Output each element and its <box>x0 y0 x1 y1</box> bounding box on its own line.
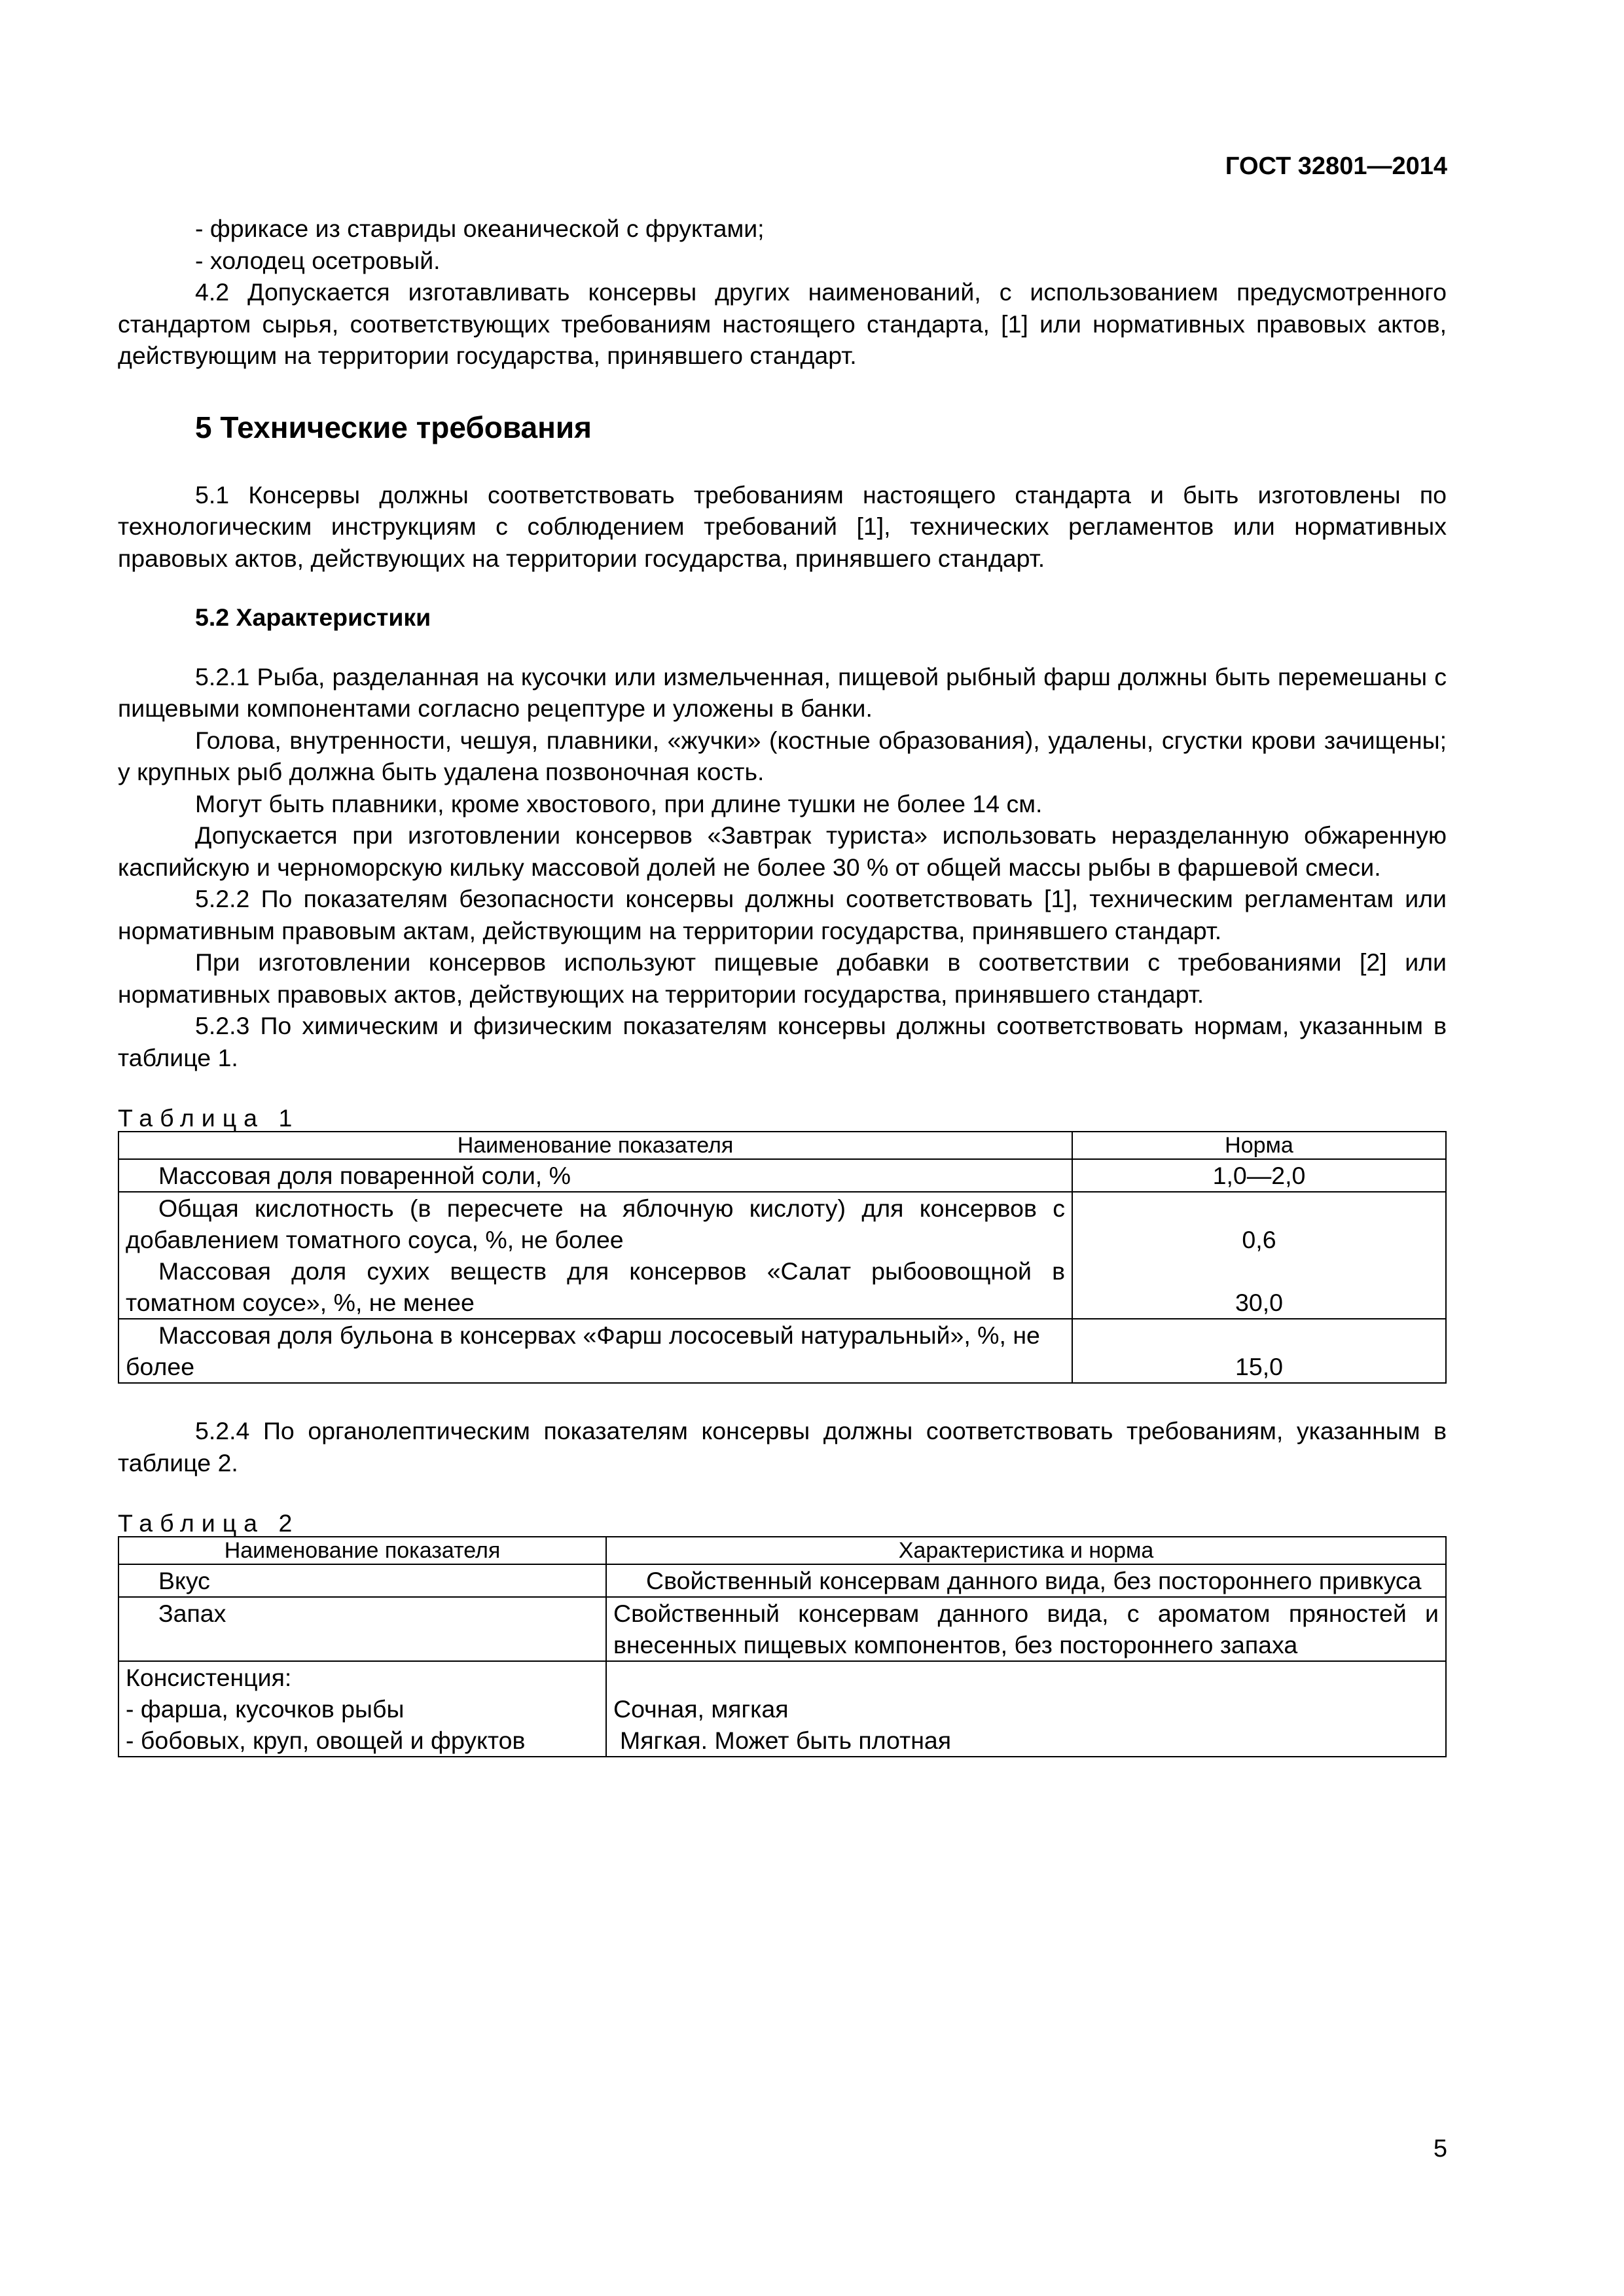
table-cell-name <box>118 1661 606 1757</box>
page-content <box>118 213 1447 1757</box>
clause-5-1: 5.1 Консервы должны соответствовать требованиям настоящего стандарта и быть изготовлены по технологическим инструкциям с соблюдением требований [1], технических регламентов или нормативных правовых актов, действующих на территории государства, принявшего стандарт. <box>118 480 1447 572</box>
table-cell-value: 30,0 <box>1235 1289 1283 1316</box>
table-cell-text: - фарша, кусочков рыбы <box>126 1695 405 1723</box>
table-cell-description: Свойственный консервам данного вида, с ароматом пряностей и внесенных пищевых компонентов, без постороннего запаха <box>606 1597 1446 1661</box>
table-header-row <box>118 1537 1446 1564</box>
table-cell-text: Консистенция: <box>126 1664 292 1691</box>
paragraph: Могут быть плавники, кроме хвостового, при длине тушки не более 14 см. <box>195 789 1043 817</box>
table-cell-text: - бобовых, круп, овощей и фруктов <box>126 1727 526 1754</box>
clause-4-2: 4.2 Допускается изготавливать консервы других наименований, с использованием предусмотренного стандартом сырья, соответствующих требованиям настоящего стандарта, [1] или нормативных правовых актов, действующим на территории государства, принявшего стандарт. <box>118 278 1447 369</box>
table-row <box>118 1564 1446 1597</box>
table-cell-name <box>118 1192 1072 1319</box>
table-cell-text: Общая кислотность (в пересчете на яблочную кислоту) для консервов с добавлением томатного соуса, %, не более <box>126 1194 1065 1253</box>
table-cell-name: Массовая доля поваренной соли, % <box>118 1159 1072 1192</box>
table-2 <box>118 1536 1447 1757</box>
table-cell-name: Запах <box>118 1597 606 1661</box>
table-cell-norm: 15,0 <box>1072 1319 1446 1383</box>
clause-5-2-2: 5.2.2 По показателям безопасности консервы должны соответствовать [1], техническим регламентам или нормативным правовым актам, действующим на территории государства, принявшего стандарт. <box>118 885 1447 944</box>
table-header-cell: Наименование показателя <box>118 1132 1072 1159</box>
table-header-cell: Характеристика и норма <box>606 1537 1446 1564</box>
table-header-cell: Норма <box>1072 1132 1446 1159</box>
table-row <box>118 1159 1446 1192</box>
table-1-caption: Таблица 1 <box>118 1104 300 1132</box>
table-cell-text: Массовая доля сухих веществ для консервов «Салат рыбоовощной в томатном соусе», %, не менее <box>126 1257 1065 1316</box>
table-row <box>118 1597 1446 1661</box>
paragraph: Допускается при изготовлении консервов «Завтрак туриста» использовать неразделанную обжаренную каспийскую и черноморскую кильку массовой долей не более 30 % от общей массы рыбы в фаршевой смеси. <box>118 821 1447 881</box>
table-cell-description <box>606 1661 1446 1757</box>
subsection-5-2-title: 5.2 Характеристики <box>195 603 431 631</box>
intro-list-item: - фрикасе из ставриды океанической с фруктами; <box>195 215 765 242</box>
clause-5-2-3: 5.2.3 По химическим и физическим показателям консервы должны соответствовать нормам, указанным в таблице 1. <box>118 1012 1447 1071</box>
intro-list-item: - холодец осетровый. <box>195 246 441 274</box>
paragraph: При изготовлении консервов используют пищевые добавки в соответствии с требованиями [2] или нормативных правовых актов, действующих на территории государства, принявшего стандарт. <box>118 948 1447 1008</box>
clause-5-2-4: 5.2.4 По органолептическим показателям консервы должны соответствовать требованиям, указанным в таблице 2. <box>118 1417 1447 1477</box>
table-cell-name: Массовая доля бульона в консервах «Фарш лососевый натуральный», %, не более <box>118 1319 1072 1383</box>
table-cell-text: Сочная, мягкая <box>613 1695 789 1723</box>
page-number: 5 <box>1433 2135 1447 2162</box>
table-row <box>118 1661 1446 1757</box>
table-cell-text: Мягкая. Может быть плотная <box>620 1727 952 1754</box>
table-header-row <box>118 1132 1446 1159</box>
table-row <box>118 1192 1446 1319</box>
table-2-caption: Таблица 2 <box>118 1509 300 1537</box>
paragraph: Голова, внутренности, чешуя, плавники, «жучки» (костные образования), удалены, сгустки крови зачищены; у крупных рыб должна быть удалена позвоночная кость. <box>118 726 1447 785</box>
section-5-title: 5 Технические требования <box>195 410 592 444</box>
table-1 <box>118 1131 1447 1384</box>
table-header-cell: Наименование показателя <box>118 1537 606 1564</box>
table-cell-name: Вкус <box>118 1564 606 1597</box>
table-cell-value: 0,6 <box>1242 1226 1276 1253</box>
table-cell-norm <box>1072 1192 1446 1319</box>
table-cell-norm: 1,0—2,0 <box>1072 1159 1446 1192</box>
table-cell-description: Свойственный консервам данного вида, без постороннего привкуса <box>606 1564 1446 1597</box>
standard-code: ГОСТ 32801—2014 <box>1225 152 1447 180</box>
table-row <box>118 1319 1446 1383</box>
clause-5-2-1: 5.2.1 Рыба, разделанная на кусочки или измельченная, пищевой рыбный фарш должны быть перемешаны с пищевыми компонентами согласно рецептуре и уложены в банки. <box>118 662 1447 722</box>
